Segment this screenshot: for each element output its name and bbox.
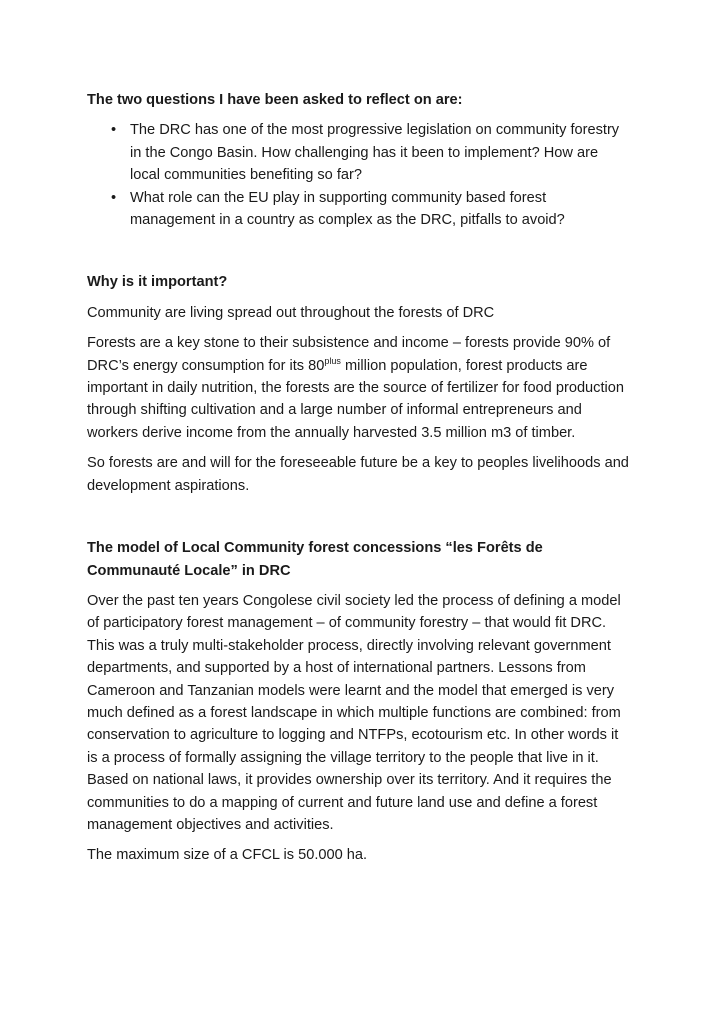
question-text: What role can the EU play in supporting community based forest management in a country as complex as the DRC, pitfalls to avoid? bbox=[130, 189, 565, 229]
importance-paragraph: Community are living spread out throughout the forests of DRC bbox=[87, 304, 495, 321]
bullet-marker: • bbox=[111, 122, 117, 139]
questions-list bbox=[87, 119, 632, 231]
question-text: The DRC has one of the most progressive legislation on community forestry in the Congo Basin. How challenging has it been to implement? How are local communities benefiting so far? bbox=[130, 122, 620, 184]
paragraph-text: million population, forest products are important in daily nutrition, the forests are the source of fertilizer for food production through shifting cultivation and a large number of informal entrepreneurs and workers derive income from the annually harvested 3.5 million m3 of timber. bbox=[87, 357, 624, 441]
document-body bbox=[87, 89, 632, 867]
model-paragraph: The maximum size of a CFCL is 50.000 ha. bbox=[87, 847, 368, 864]
model-paragraph: Over the past ten years Congolese civil society led the process of defining a model of participatory forest management – of community forestry – that would fit DRC. This was a truly multi-stakeholder process, directly involving relevant government departments, and supported by a host of international partners. Lessons from Cameroon and Tanzanian models were learnt and the model that emerged is very much defined as a forest landscape in which multiple functions are combined: from conservation to agriculture to logging and NTFPs, ecotourism etc. In other words it is a process of formally assigning the village territory to the people that live in it. Based on national laws, it provides ownership over its territory. And it requires the communities to do a mapping of current and future land use and define a forest management objectives and activities. bbox=[87, 592, 621, 833]
importance-heading: Why is it important? bbox=[87, 274, 228, 291]
superscript-text: plus bbox=[324, 355, 341, 366]
question-item bbox=[87, 187, 632, 232]
questions-heading: The two questions I have been asked to reflect on are: bbox=[87, 92, 463, 108]
importance-paragraph: So forests are and will for the foreseeable future be a key to peoples livelihoods and development aspirations. bbox=[87, 455, 629, 494]
importance-paragraph bbox=[87, 332, 632, 444]
bullet-marker: • bbox=[111, 189, 117, 206]
paragraph-text: Forests are a key stone to their subsistence and income – forests provide 90% of DRC’s energy consumption for its 80 bbox=[87, 335, 611, 374]
model-heading: The model of Local Community forest concessions “les Forêts de Communauté Locale” in DRC bbox=[87, 540, 543, 579]
question-item bbox=[87, 119, 632, 186]
